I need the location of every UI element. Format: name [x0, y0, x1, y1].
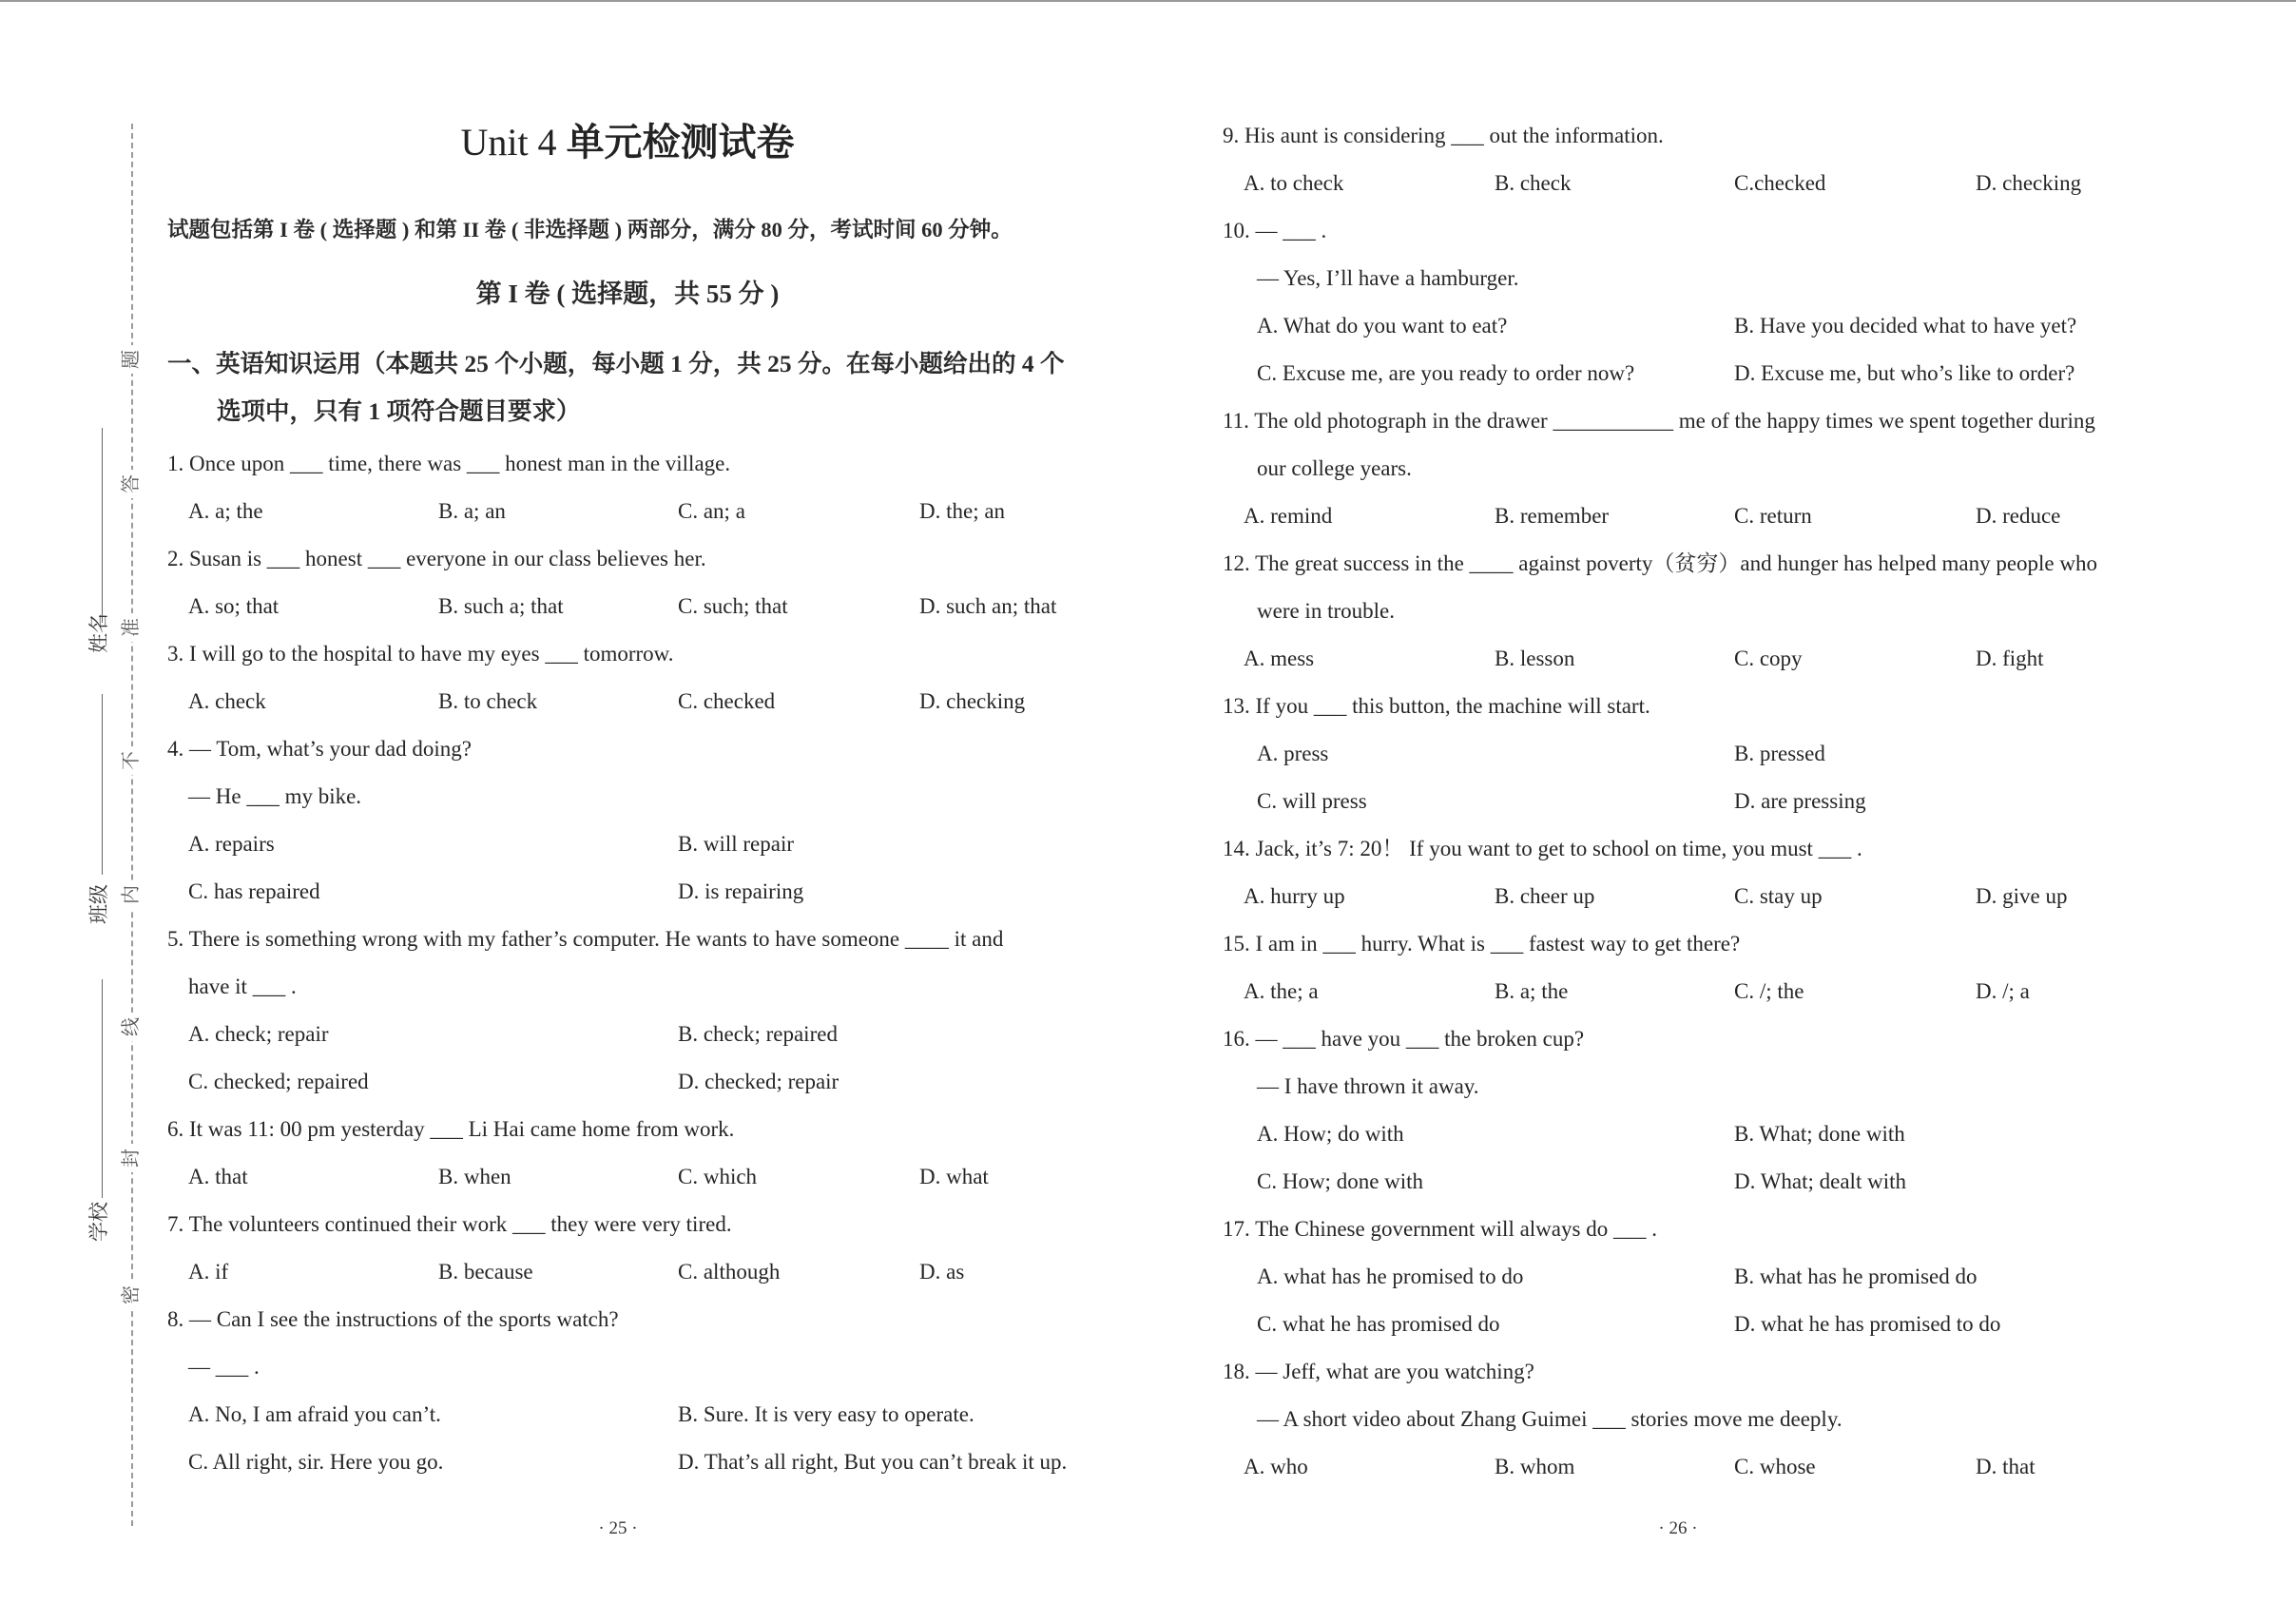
answer-option: B. Have you decided what to have yet?: [1734, 314, 2077, 338]
question-stem: 6. It was 11: 00 pm yesterday ___ Li Hai came home from work.: [167, 1117, 735, 1141]
question-stem: 9. His aunt is considering ___ out the information.: [1223, 124, 1664, 147]
answer-option: D. checked; repair: [678, 1070, 839, 1093]
name-label: 姓名: [87, 613, 110, 653]
answer-option: C. although: [678, 1260, 781, 1284]
answer-option: C. an; a: [678, 499, 745, 523]
binding-char: 准: [117, 613, 145, 642]
answer-option: D. that: [1976, 1455, 2036, 1478]
answer-option: A. who: [1244, 1455, 1308, 1478]
answer-option: B. what has he promised do: [1734, 1265, 1978, 1288]
question-stem: 14. Jack, it’s 7: 20！ If you want to get to school on time, you must ___ .: [1223, 837, 1862, 860]
answer-option: B. lesson: [1495, 647, 1575, 670]
answer-option: D. give up: [1976, 884, 2068, 908]
answer-option: D. fight: [1976, 647, 2044, 670]
answer-option: B. a; the: [1495, 979, 1569, 1003]
answer-option: C. has repaired: [188, 879, 320, 903]
question-stem-continuation: — He ___ my bike.: [188, 784, 362, 808]
answer-option: C.checked: [1734, 171, 1826, 195]
answer-option: C. /; the: [1734, 979, 1804, 1003]
answer-option: D. checking: [919, 689, 1026, 713]
answer-option: B. to check: [438, 689, 538, 713]
question-stem: 15. I am in ___ hurry. What is ___ fastest way to get there?: [1223, 932, 1741, 956]
binding-char: 题: [117, 345, 145, 374]
answer-option: D. /; a: [1976, 979, 2030, 1003]
answer-option: D. What; dealt with: [1734, 1169, 1906, 1193]
question-stem-continuation: — A short video about Zhang Guimei ___ stories move me deeply.: [1257, 1407, 1843, 1431]
question-stem: 10. — ___ .: [1223, 219, 1327, 242]
page-number-left: · 25 ·: [598, 1518, 638, 1538]
question-stem-continuation: were in trouble.: [1257, 599, 1395, 623]
question-stem: 17. The Chinese government will always do ___ .: [1223, 1217, 1657, 1241]
top-border: [0, 0, 2296, 2]
answer-option: A. the; a: [1244, 979, 1319, 1003]
answer-option: D. That’s all right, But you can’t break it up.: [678, 1450, 1068, 1474]
answer-option: B. What; done with: [1734, 1122, 1905, 1146]
answer-option: D. are pressing: [1734, 789, 1866, 813]
answer-option: A. repairs: [188, 832, 275, 856]
answer-option: A. check; repair: [188, 1022, 329, 1046]
question-stem-continuation: — I have thrown it away.: [1257, 1074, 1479, 1098]
question-stem: 1. Once upon ___ time, there was ___ honest man in the village.: [167, 452, 731, 475]
answer-option: B. whom: [1495, 1455, 1575, 1478]
name-underline: [102, 428, 103, 623]
answer-option: C. which: [678, 1165, 758, 1188]
part-title: 第 I 卷 ( 选择题，共 55 分 ): [475, 280, 780, 308]
answer-option: C. copy: [1734, 647, 1803, 670]
answer-option: D. as: [919, 1260, 965, 1284]
answer-option: A. a; the: [188, 499, 263, 523]
section-heading-line-2: 选项中，只有 1 项符合题目要求）: [217, 397, 581, 425]
page-number-right: · 26 ·: [1658, 1518, 1698, 1538]
title-unit: Unit 4: [460, 121, 557, 164]
answer-option: B. because: [438, 1260, 533, 1284]
binding-char: 不: [117, 746, 145, 775]
answer-option: D. reduce: [1976, 504, 2061, 528]
answer-option: B. check; repaired: [678, 1022, 838, 1046]
answer-option: B. such a; that: [438, 594, 564, 618]
answer-option: A. so; that: [188, 594, 280, 618]
answer-option: C. stay up: [1734, 884, 1823, 908]
answer-option: C. Excuse me, are you ready to order now?: [1257, 361, 1635, 385]
question-stem: 16. — ___ have you ___ the broken cup?: [1223, 1027, 1585, 1051]
answer-option: A. if: [188, 1260, 229, 1284]
answer-option: A. press: [1257, 742, 1329, 765]
section-heading: [167, 340, 1109, 435]
answer-option: A. No, I am afraid you can’t.: [188, 1402, 441, 1426]
question-stem: 12. The great success in the ____ against poverty（贫穷）and hunger has helped many people who: [1223, 551, 2097, 575]
answer-option: C. return: [1734, 504, 1812, 528]
answer-option: D. Excuse me, but who’s like to order?: [1734, 361, 2075, 385]
binding-char: 密: [117, 1281, 145, 1309]
answer-option: C. will press: [1257, 789, 1367, 813]
question-stem: 5. There is something wrong with my father’s computer. He wants to have someone ____ it and: [167, 927, 1004, 951]
answer-option: C. checked: [678, 689, 776, 713]
answer-option: D. what: [919, 1165, 989, 1188]
answer-option: B. Sure. It is very easy to operate.: [678, 1402, 974, 1426]
answer-option: C. All right, sir. Here you go.: [188, 1450, 444, 1474]
title-cn: 单元检测试卷: [566, 121, 795, 164]
answer-option: B. pressed: [1734, 742, 1825, 765]
question-stem: 8. — Can I see the instructions of the sports watch?: [167, 1307, 619, 1331]
answer-option: B. remember: [1495, 504, 1610, 528]
answer-option: B. a; an: [438, 499, 506, 523]
section-heading-line-1: 一、英语知识运用（本题共 25 个小题，每小题 1 分，共 25 分。在每小题给出的 4 个: [167, 350, 1065, 377]
question-stem-continuation: have it ___ .: [188, 975, 297, 998]
question-stem: 11. The old photograph in the drawer ___________ me of the happy times we spent together during: [1223, 409, 2095, 433]
answer-option: D. what he has promised to do: [1734, 1312, 2001, 1336]
answer-option: B. when: [438, 1165, 511, 1188]
answer-option: A. what has he promised to do: [1257, 1265, 1524, 1288]
binding-dashed-line: [131, 124, 133, 1526]
answer-option: C. checked; repaired: [188, 1070, 369, 1093]
answer-option: A. that: [188, 1165, 248, 1188]
page-title: [323, 112, 932, 166]
answer-option: A. What do you want to eat?: [1257, 314, 1508, 338]
binding-char: 封: [117, 1144, 145, 1172]
answer-option: B. check: [1495, 171, 1572, 195]
question-stem: 4. — Tom, what’s your dad doing?: [167, 737, 472, 761]
binding-char: 内: [117, 880, 145, 909]
exam-intro: 试题包括第 I 卷 ( 选择题 ) 和第 II 卷 ( 非选择题 ) 两部分，满分 80 分，考试时间 60 分钟。: [167, 218, 1013, 241]
school-label: 学校: [87, 1202, 110, 1242]
binding-char: 线: [117, 1013, 145, 1041]
answer-option: D. is repairing: [678, 879, 804, 903]
class-label: 班级: [87, 884, 110, 924]
answer-option: A. hurry up: [1244, 884, 1345, 908]
answer-option: C. what he has promised do: [1257, 1312, 1500, 1336]
answer-option: B. cheer up: [1495, 884, 1595, 908]
answer-option: A. mess: [1244, 647, 1315, 670]
question-stem: 18. — Jeff, what are you watching?: [1223, 1360, 1534, 1383]
answer-option: D. the; an: [919, 499, 1006, 523]
question-stem-continuation: — Yes, I’ll have a hamburger.: [1257, 266, 1519, 290]
question-stem: 2. Susan is ___ honest ___ everyone in our class believes her.: [167, 547, 706, 570]
answer-option: A. check: [188, 689, 266, 713]
question-stem-continuation: our college years.: [1257, 456, 1412, 480]
answer-option: C. whose: [1734, 1455, 1816, 1478]
answer-option: D. such an; that: [919, 594, 1057, 618]
class-underline: [102, 694, 103, 875]
answer-option: C. such; that: [678, 594, 788, 618]
question-stem: 3. I will go to the hospital to have my eyes ___ tomorrow.: [167, 642, 674, 666]
question-stem: 13. If you ___ this button, the machine will start.: [1223, 694, 1650, 718]
school-underline: [102, 979, 103, 1198]
answer-option: A. How; do with: [1257, 1122, 1404, 1146]
binding-char: 答: [117, 470, 145, 498]
question-stem-continuation: — ___ .: [188, 1355, 260, 1379]
question-stem: 7. The volunteers continued their work ___ they were very tired.: [167, 1212, 732, 1236]
answer-option: B. will repair: [678, 832, 794, 856]
answer-option: D. checking: [1976, 171, 2082, 195]
answer-option: C. How; done with: [1257, 1169, 1424, 1193]
answer-option: A. remind: [1244, 504, 1333, 528]
answer-option: A. to check: [1244, 171, 1344, 195]
